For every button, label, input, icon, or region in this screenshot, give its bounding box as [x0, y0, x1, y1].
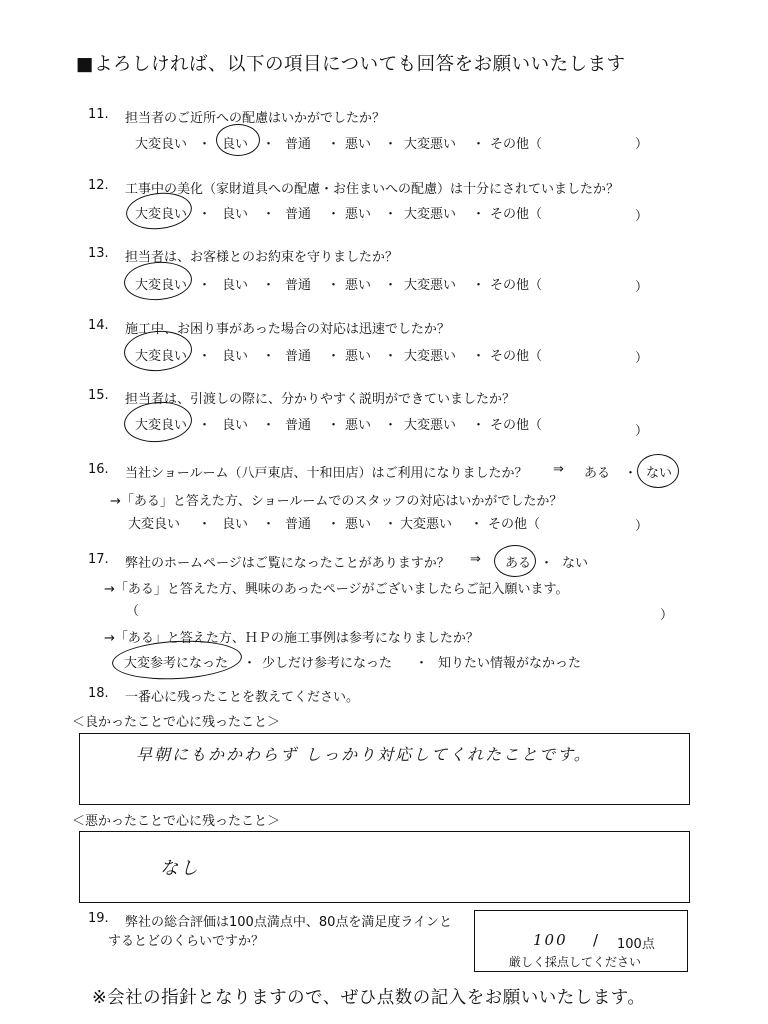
option-other-close: ） [635, 137, 649, 152]
option-bad[interactable]: 悪い [345, 418, 372, 433]
option-very-good[interactable]: 大変良い [135, 418, 188, 433]
option-very-good[interactable]: 大変良い [135, 207, 188, 222]
option-other-close: ） [635, 209, 649, 224]
option-very-bad[interactable]: 大変悪い [404, 278, 457, 293]
option-good[interactable]: 良い [222, 517, 249, 532]
option-very-good[interactable]: 大変良い [135, 349, 188, 364]
option-very-good[interactable]: 大変良い [135, 137, 188, 152]
arrow-icon: ⇒ [553, 462, 564, 477]
option-good[interactable]: 良い [222, 278, 249, 293]
bad-answer-box[interactable] [79, 831, 690, 903]
question-text: 弊社のホームページはご覧になったことがありますか？ [125, 556, 450, 571]
option-very-good[interactable]: 大変良い [135, 278, 188, 293]
question-number: 18. [88, 686, 109, 701]
selected-circle [216, 124, 260, 156]
option-slightly-helpful[interactable]: 少しだけ参考になった [262, 656, 393, 671]
choice-yes[interactable]: ある [584, 466, 611, 481]
option-average[interactable]: 普通 [285, 517, 312, 532]
question-number: 11. [88, 107, 109, 122]
footer-note: ※会社の指針となりますので、ぜひ点数の記入をお願いいたします。 [92, 988, 646, 1008]
option-other[interactable]: その他（ [490, 137, 543, 152]
question-text-line2: するとどのくらいですか？ [108, 934, 265, 949]
option-other-close: ） [635, 519, 649, 534]
option-very-bad[interactable]: 大変悪い [400, 517, 453, 532]
followup-text-2: →「ある」と答えた方、ＨＰの施工事例は参考になりましたか？ [104, 631, 479, 646]
option-good[interactable]: 良い [222, 349, 249, 364]
option-other[interactable]: その他（ [490, 207, 543, 222]
score-note: 厳しく採点してください [509, 955, 642, 969]
option-bad[interactable]: 悪い [345, 517, 372, 532]
option-average[interactable]: 普通 [285, 137, 312, 152]
option-bad[interactable]: 悪い [345, 207, 372, 222]
option-good[interactable]: 良い [222, 137, 249, 152]
bad-answer-text: なし [160, 858, 200, 879]
question-text: 施工中、お困り事があった場合の対応は迅速でしたか？ [125, 322, 450, 337]
question-text: 工事中の美化（家財道具への配慮・お住まいへの配慮）は十分にされていましたか？ [125, 182, 620, 197]
question-number: 15. [88, 388, 109, 403]
score-box[interactable] [474, 910, 688, 972]
selected-circle [123, 260, 193, 303]
choice-no[interactable]: ない [646, 466, 673, 481]
good-label: ＜良かったことで心に残ったこと＞ [72, 715, 281, 730]
followup-text: →「ある」と答えた方、ショールームでのスタッフの対応はいかがでしたか？ [110, 494, 563, 509]
good-answer-text: 早朝にもかかわらず しっかり対応してくれたことです。 [136, 745, 592, 764]
option-average[interactable]: 普通 [285, 207, 312, 222]
option-other[interactable]: その他（ [488, 517, 541, 532]
option-average[interactable]: 普通 [285, 349, 312, 364]
option-very-bad[interactable]: 大変悪い [404, 137, 457, 152]
question-text: 一番心に残ったことを教えてください。 [125, 690, 360, 705]
option-very-bad[interactable]: 大変悪い [404, 207, 457, 222]
question-number: 17. [88, 552, 109, 567]
option-very-good[interactable]: 大変良い [128, 517, 181, 532]
choice-no[interactable]: ない [562, 556, 589, 571]
score-max: 100点 [617, 937, 655, 952]
paren-open: （ [126, 604, 140, 619]
selected-circle [494, 545, 536, 577]
option-good[interactable]: 良い [222, 418, 249, 433]
option-very-helpful[interactable]: 大変参考になった [124, 656, 229, 671]
selected-circle [637, 454, 679, 488]
option-average[interactable]: 普通 [285, 418, 312, 433]
score-value: 100 [533, 931, 568, 949]
followup-text-1: →「ある」と答えた方、興味のあったページがございましたらご記入願います。 [104, 582, 569, 597]
good-answer-box[interactable] [79, 733, 690, 805]
question-text: 当社ショールーム（八戸東店、十和田店）はご利用になりましたか？ [125, 466, 528, 481]
paren-close: ） [660, 608, 674, 623]
option-other-close: ） [635, 351, 649, 366]
bad-label: ＜悪かったことで心に残ったこと＞ [72, 814, 281, 829]
arrow-icon: ⇒ [470, 552, 481, 567]
question-text: 担当者は、お客様とのお約束を守りましたか？ [125, 250, 399, 265]
option-other[interactable]: その他（ [490, 349, 543, 364]
survey-heading: ■よろしければ、以下の項目についても回答をお願いいたします [76, 54, 626, 75]
option-good[interactable]: 良い [222, 207, 249, 222]
option-bad[interactable]: 悪い [345, 349, 372, 364]
option-very-bad[interactable]: 大変悪い [404, 349, 457, 364]
question-text: 担当者のご近所への配慮はいかがでしたか？ [125, 111, 386, 126]
option-very-bad[interactable]: 大変悪い [404, 418, 457, 433]
option-not-found[interactable]: 知りたい情報がなかった [438, 656, 582, 671]
question-text: 担当者は、引渡しの際に、分かりやすく説明ができていましたか？ [125, 392, 516, 407]
survey-page: ■よろしければ、以下の項目についても回答をお願いいたします 11. 担当者のご近所への配慮はいかがでしたか？ 大変良い ・ 良い ・ 普通 ・ 悪い ・ 大変悪い ・ その他（ ） 12. 工事中の美化（家財道具への配慮・お住まいへの配慮）は十分にされていましたか？ 大変良い ・ 良い ・ 普通 ・ 悪い ・ 大変悪い ・ その他（ ） 13. 担当者は、お客様とのお約束を守りましたか？ 大変良い ・ 良い ・ 普通 ・ 悪い ・ 大変悪い ・ その他（ ） 14. 施工中、お困り事があった場合の対応は迅速でしたか？ 大変良い ・ 良い ・ 普通 ・ 悪い ・ 大変悪い ・ その他（ ） 15. 担当者は、引渡しの際に、分かりやすく説明ができていましたか？ 大変良い ・ 良い ・ 普通 ・ 悪い ・ 大変悪い ・ その他（ ） 16. 当社ショールーム（八戸東店、十和田店）はご利用になりましたか？ ⇒ ある ・ ない →「ある」と答えた方、ショールームでのスタッフの対応はいかがでしたか？ 大変良い ・ 良い ・ 普通 ・ 悪い ・ 大変悪い ・ その他（ ） 17. 弊社のホームページはご覧になったことがありますか？ ⇒ ある ・ ない →「ある」と答えた方、興味のあったページがございましたらご記入願います。 （ ） →「ある」と答えた方、ＨＰの施工事例は参考になりましたか？ 大変参考になった ・ 少しだけ参考になった ・ 知りたい情報がなかった 18. 一番心に残ったことを教えてください。 ＜良かったことで心に残ったこと＞ 早朝にもかかわらず しっかり対応してくれたことです。 ＜悪かったことで心に残ったこと＞ なし 19. 弊社の総合評価は100点満点中、80点を満足度ラインと するとどのくらいですか？ 100 / 100点 厳しく採点してください ※会社の指針となりますので、ぜひ点数の記入をお願いいたします。 [0, 0, 768, 1024]
option-bad[interactable]: 悪い [345, 137, 372, 152]
question-number: 16. [88, 462, 109, 477]
choice-yes[interactable]: ある [505, 556, 532, 571]
option-other[interactable]: その他（ [490, 418, 543, 433]
option-average[interactable]: 普通 [285, 278, 312, 293]
question-number: 14. [88, 318, 109, 333]
option-other-close: ） [635, 280, 649, 295]
score-slash: / [593, 931, 599, 949]
question-number: 19. [88, 911, 109, 926]
question-number: 12. [88, 178, 109, 193]
question-text-line1: 弊社の総合評価は100点満点中、80点を満足度ラインと [125, 915, 452, 930]
option-other[interactable]: その他（ [490, 278, 543, 293]
option-other-close: ） [635, 424, 649, 439]
question-number: 13. [88, 246, 109, 261]
option-bad[interactable]: 悪い [345, 278, 372, 293]
